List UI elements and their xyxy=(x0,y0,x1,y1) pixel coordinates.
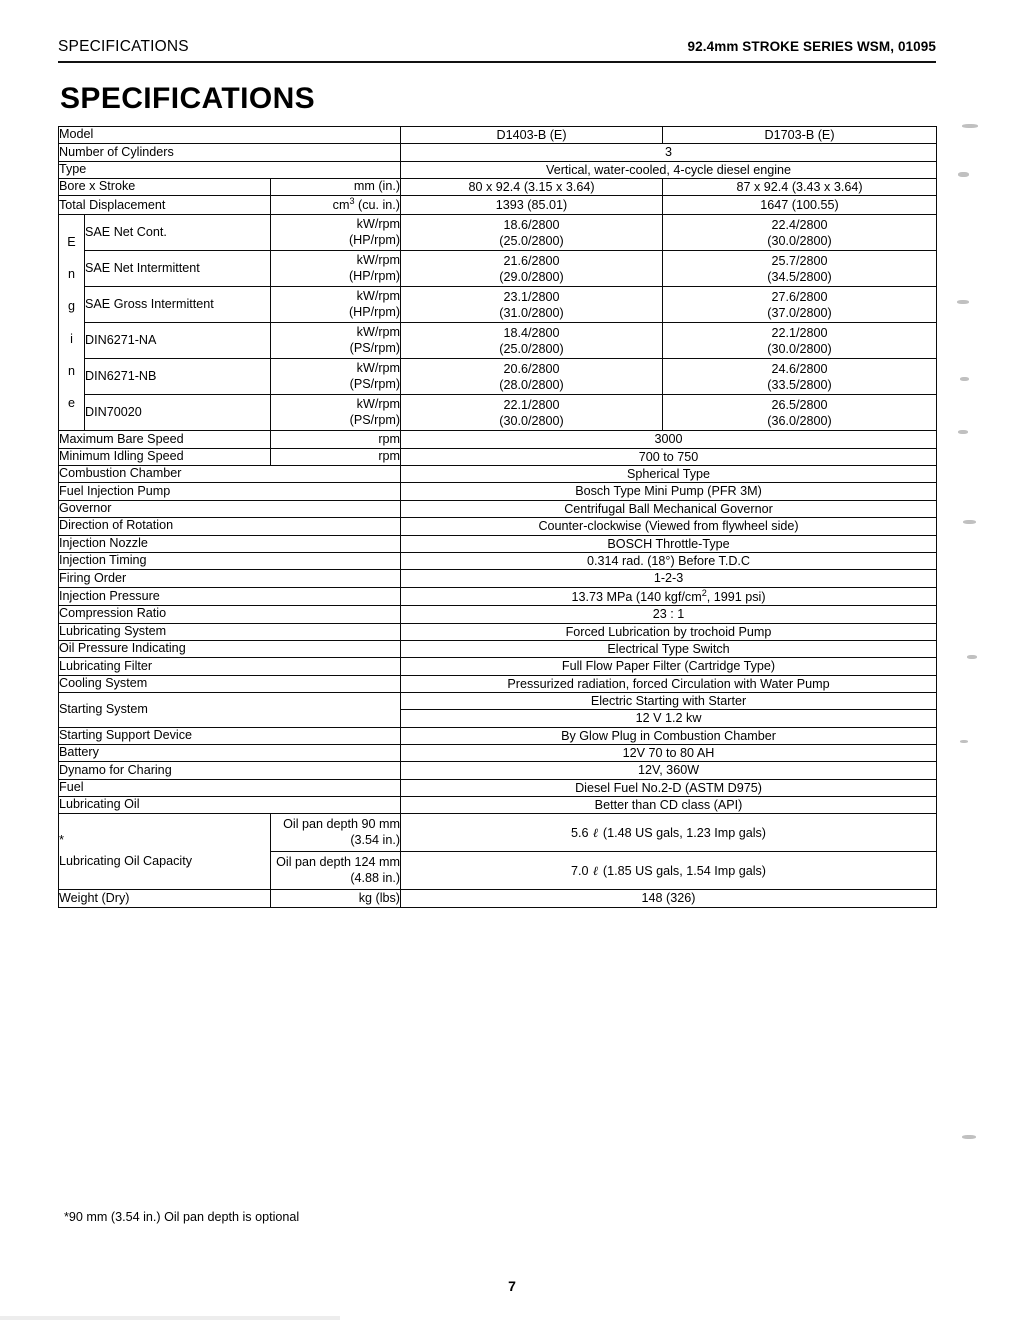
row-unit-power-3: kW/rpm (PS/rpm) xyxy=(271,323,401,359)
row-label-model: Model xyxy=(59,127,401,144)
row-unit-power-2: kW/rpm (HP/rpm) xyxy=(271,287,401,323)
row-label-power-3: DIN6271-NA xyxy=(85,323,271,359)
min-idling-speed-value: 700 to 750 xyxy=(401,448,937,465)
row-unit-power-4: kW/rpm (PS/rpm) xyxy=(271,359,401,395)
running-header-left: SPECIFICATIONS xyxy=(58,38,189,55)
engine-letter-5: e xyxy=(67,396,75,411)
row-label-firing-order: Firing Order xyxy=(59,570,401,587)
engine-letter-2: g xyxy=(67,299,75,314)
injection-pressure-value-pre: 13.73 MPa (140 kgf/cm xyxy=(571,589,702,604)
bore-stroke-value-col1: 80 x 92.4 (3.15 x 3.64) xyxy=(401,179,663,196)
row-label-battery: Battery xyxy=(59,745,401,762)
unit-cuin: (cu. in.) xyxy=(354,198,401,213)
row-label-cooling-system: Cooling System xyxy=(59,675,401,692)
firing-order-value: 1-2-3 xyxy=(401,570,937,587)
bore-stroke-value-col2: 87 x 92.4 (3.43 x 3.64) xyxy=(663,179,937,196)
row-label-injection-timing: Injection Timing xyxy=(59,552,401,569)
row-label-dynamo: Dynamo for Charing xyxy=(59,762,401,779)
starting-support-value: By Glow Plug in Combustion Chamber xyxy=(401,727,937,744)
oil-capacity-value-1 xyxy=(401,814,937,852)
power-2-value-col1: 23.1/2800 (31.0/2800) xyxy=(401,287,663,323)
table-row-governor xyxy=(59,500,937,517)
injection-pressure-value-post: , 1991 psi) xyxy=(706,589,766,604)
oil-capacity-label-text: Lubricating Oil Capacity xyxy=(59,854,192,868)
table-row-min-idling-speed xyxy=(59,448,937,465)
table-row-lubricating-oil xyxy=(59,797,937,814)
table-row-fuel-injection-pump xyxy=(59,483,937,500)
power-0-value-col1: 18.6/2800 (25.0/2800) xyxy=(401,215,663,251)
power-5-value-col2: 26.5/2800 (36.0/2800) xyxy=(663,395,937,431)
engine-letter-0: E xyxy=(67,234,76,249)
scan-speckle xyxy=(967,655,977,659)
power-3-value-col1: 18.4/2800 (25.0/2800) xyxy=(401,323,663,359)
row-label-injection-nozzle: Injection Nozzle xyxy=(59,535,401,552)
header-divider-rule xyxy=(58,61,936,63)
table-row-fuel xyxy=(59,779,937,796)
power-3-value-col2: 22.1/2800 (30.0/2800) xyxy=(663,323,937,359)
row-label-max-bare-speed: Maximum Bare Speed xyxy=(59,431,271,448)
row-label-fuel: Fuel xyxy=(59,779,401,796)
row-label-lubricating-system: Lubricating System xyxy=(59,623,401,640)
row-unit-min-idling-speed: rpm xyxy=(271,448,401,465)
unit-cm: cm xyxy=(332,198,350,213)
table-row-firing-order xyxy=(59,570,937,587)
engine-letter-1: n xyxy=(67,266,75,281)
weight-value: 148 (326) xyxy=(401,890,937,907)
row-label-starting-support: Starting Support Device xyxy=(59,727,401,744)
table-row-power-din6271-nb xyxy=(59,359,937,395)
model-value-col2: D1703-B (E) xyxy=(663,127,937,144)
table-row-weight xyxy=(59,890,937,907)
lubricating-filter-value: Full Flow Paper Filter (Cartridge Type) xyxy=(401,658,937,675)
lubricating-system-value: Forced Lubrication by trochoid Pump xyxy=(401,623,937,640)
lubricating-oil-value: Better than CD class (API) xyxy=(401,797,937,814)
table-row-dynamo xyxy=(59,762,937,779)
row-label-rotation: Direction of Rotation xyxy=(59,518,401,535)
table-row-type xyxy=(59,161,937,178)
table-row-oil-capacity-1 xyxy=(59,814,937,852)
row-label-oil-capacity xyxy=(59,814,271,890)
scan-speckle xyxy=(962,124,978,128)
rotation-value: Counter-clockwise (Viewed from flywheel side) xyxy=(401,518,937,535)
table-row-cooling-system xyxy=(59,675,937,692)
oil-capacity-value-2-post: (1.85 US gals, 1.54 Imp gals) xyxy=(599,863,767,878)
table-row-model xyxy=(59,127,937,144)
type-value: Vertical, water-cooled, 4-cycle diesel engine xyxy=(401,161,937,178)
oil-capacity-value-1-post: (1.48 US gals, 1.23 Imp gals) xyxy=(599,825,767,840)
power-5-value-col1: 22.1/2800 (30.0/2800) xyxy=(401,395,663,431)
injection-nozzle-value: BOSCH Throttle-Type xyxy=(401,535,937,552)
scan-speckle xyxy=(957,300,969,304)
row-unit-power-5: kW/rpm (PS/rpm) xyxy=(271,395,401,431)
scan-speckle xyxy=(960,740,968,743)
table-row-rotation xyxy=(59,518,937,535)
power-1-value-col2: 25.7/2800 (34.5/2800) xyxy=(663,251,937,287)
row-label-injection-pressure: Injection Pressure xyxy=(59,587,401,606)
row-label-power-5: DIN70020 xyxy=(85,395,271,431)
unit-cm-exponent: 3 xyxy=(349,196,355,207)
table-row-max-bare-speed xyxy=(59,431,937,448)
governor-value: Centrifugal Ball Mechanical Governor xyxy=(401,500,937,517)
table-row-oil-pressure-indicating xyxy=(59,640,937,657)
row-label-power-1: SAE Net Intermittent xyxy=(85,251,271,287)
table-row-starting-support xyxy=(59,727,937,744)
running-header-right: 92.4mm STROKE SERIES WSM, 01095 xyxy=(687,39,936,54)
row-label-displacement: Total Displacement xyxy=(59,196,271,215)
scan-speckle xyxy=(958,430,968,434)
row-unit-power-1: kW/rpm (HP/rpm) xyxy=(271,251,401,287)
oil-capacity-value-2-pre: 7.0 xyxy=(571,863,593,878)
injection-pressure-exponent: 2 xyxy=(701,587,707,598)
scan-edge-smudge xyxy=(0,1316,340,1320)
liter-symbol-2: ℓ xyxy=(593,863,599,878)
row-label-power-2: SAE Gross Intermittent xyxy=(85,287,271,323)
max-bare-speed-value: 3000 xyxy=(401,431,937,448)
table-row-power-sae-net-cont xyxy=(59,215,937,251)
power-2-value-col2: 27.6/2800 (37.0/2800) xyxy=(663,287,937,323)
table-row-cylinders xyxy=(59,144,937,161)
displacement-value-col1: 1393 (85.01) xyxy=(401,196,663,215)
table-row-bore-stroke xyxy=(59,179,937,196)
cooling-system-value: Pressurized radiation, forced Circulation with Water Pump xyxy=(401,675,937,692)
fuel-injection-pump-value: Bosch Type Mini Pump (PFR 3M) xyxy=(401,483,937,500)
group-label-engine xyxy=(59,215,85,431)
row-label-power-4: DIN6271-NB xyxy=(85,359,271,395)
oil-capacity-sublabel-2: Oil pan depth 124 mm (4.88 in.) xyxy=(271,852,401,890)
injection-timing-value: 0.314 rad. (18°) Before T.D.C xyxy=(401,552,937,569)
oil-capacity-sublabel-1: Oil pan depth 90 mm (3.54 in.) xyxy=(271,814,401,852)
engine-letter-4: n xyxy=(67,364,75,379)
cylinders-value: 3 xyxy=(401,144,937,161)
table-row-power-din70020 xyxy=(59,395,937,431)
table-row-compression-ratio xyxy=(59,606,937,623)
table-row-lubricating-filter xyxy=(59,658,937,675)
oil-pressure-indicating-value: Electrical Type Switch xyxy=(401,640,937,657)
scan-speckle xyxy=(960,377,969,381)
row-unit-weight: kg (lbs) xyxy=(271,890,401,907)
table-row-starting-system-1 xyxy=(59,692,937,709)
engine-vertical-letters xyxy=(59,216,84,430)
starting-system-value-1: Electric Starting with Starter xyxy=(401,692,937,709)
power-1-value-col1: 21.6/2800 (29.0/2800) xyxy=(401,251,663,287)
scan-speckle xyxy=(958,172,969,177)
table-footnote: *90 mm (3.54 in.) Oil pan depth is optional xyxy=(64,1210,300,1224)
oil-capacity-asterisk: * xyxy=(59,832,65,847)
oil-capacity-value-1-pre: 5.6 xyxy=(571,825,593,840)
page-number: 7 xyxy=(508,1278,516,1294)
liter-symbol-1: ℓ xyxy=(593,825,599,840)
row-label-governor: Governor xyxy=(59,500,401,517)
compression-ratio-value: 23 : 1 xyxy=(401,606,937,623)
row-label-compression-ratio: Compression Ratio xyxy=(59,606,401,623)
table-row-battery xyxy=(59,745,937,762)
dynamo-value: 12V, 360W xyxy=(401,762,937,779)
fuel-value: Diesel Fuel No.2-D (ASTM D975) xyxy=(401,779,937,796)
table-row-injection-nozzle xyxy=(59,535,937,552)
engine-letter-3: i xyxy=(70,331,73,346)
oil-capacity-value-2 xyxy=(401,852,937,890)
running-header xyxy=(58,38,936,64)
table-row-power-sae-net-intermittent xyxy=(59,251,937,287)
row-label-power-0: SAE Net Cont. xyxy=(85,215,271,251)
row-label-cylinders: Number of Cylinders xyxy=(59,144,401,161)
scan-speckle xyxy=(962,1135,976,1139)
model-value-col1: D1403-B (E) xyxy=(401,127,663,144)
row-label-combustion-chamber: Combustion Chamber xyxy=(59,466,401,483)
starting-system-value-2: 12 V 1.2 kw xyxy=(401,710,937,727)
row-label-oil-pressure-indicating: Oil Pressure Indicating xyxy=(59,640,401,657)
injection-pressure-value xyxy=(401,587,937,606)
row-label-type: Type xyxy=(59,161,401,178)
table-row-lubricating-system xyxy=(59,623,937,640)
combustion-chamber-value: Spherical Type xyxy=(401,466,937,483)
row-unit-bore-stroke: mm (in.) xyxy=(271,179,401,196)
table-row-injection-pressure xyxy=(59,587,937,606)
page-title: SPECIFICATIONS xyxy=(60,82,316,115)
row-label-weight: Weight (Dry) xyxy=(59,890,271,907)
table-row-power-sae-gross-intermittent xyxy=(59,287,937,323)
row-label-starting-system: Starting System xyxy=(59,692,401,727)
specifications-table xyxy=(58,126,937,908)
row-unit-displacement xyxy=(271,196,401,215)
row-label-bore-stroke: Bore x Stroke xyxy=(59,179,271,196)
row-unit-max-bare-speed: rpm xyxy=(271,431,401,448)
table-row-combustion-chamber xyxy=(59,466,937,483)
displacement-value-col2: 1647 (100.55) xyxy=(663,196,937,215)
row-label-min-idling-speed: Minimum Idling Speed xyxy=(59,448,271,465)
row-label-lubricating-filter: Lubricating Filter xyxy=(59,658,401,675)
row-unit-power-0: kW/rpm (HP/rpm) xyxy=(271,215,401,251)
table-row-displacement xyxy=(59,196,937,215)
power-0-value-col2: 22.4/2800 (30.0/2800) xyxy=(663,215,937,251)
battery-value: 12V 70 to 80 AH xyxy=(401,745,937,762)
power-4-value-col2: 24.6/2800 (33.5/2800) xyxy=(663,359,937,395)
power-4-value-col1: 20.6/2800 (28.0/2800) xyxy=(401,359,663,395)
row-label-lubricating-oil: Lubricating Oil xyxy=(59,797,401,814)
table-row-power-din6271-na xyxy=(59,323,937,359)
table-row-injection-timing xyxy=(59,552,937,569)
row-label-fuel-injection-pump: Fuel Injection Pump xyxy=(59,483,401,500)
scan-speckle xyxy=(963,520,976,524)
